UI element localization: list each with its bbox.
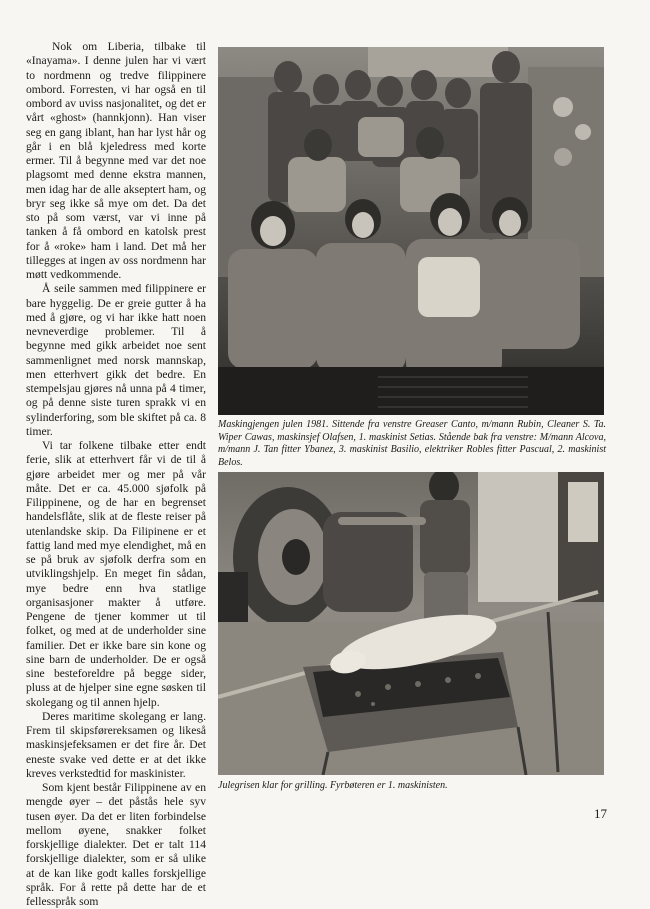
paragraph-4: Deres maritime skolegang er lang. Frem til skipsførereksamen og likeså maskinsjefeksamen er det fire år. Det eneste svake ved dette er at det ikke kreves verkstedtid for maskinister. [26,709,206,780]
article-body [26,40,206,909]
photo2-caption: Julegrisen klar for grilling. Fyrbøteren er 1. maskinisten. [218,780,448,791]
page-number: 17 [594,806,607,821]
paragraph-3: Vi tar folkene tilbake etter endt ferie, slik at etterhvert får vi de til å gjøre arbeidet mer og mer på vår måte. Det er ca. 45.000 sjøfolk på Filippinene, og de har en begrenset handelsflåte, slik at de fleste reiser på utenlandske skip. Da Filipinene er et fattig land med mye elendighet, må en se på bruk av sjøfolk derfra som en utviklingshjelp. En meget fin sådan, mye bedre enn hva statlige organisasjoner makter å utføre. Pengene de tjener kommer ut til folket, og med at de underholder sine familier. Det er ikke bare sin kone og sine barn de underholder. De er også sine besteforeldre på begge sider, pluss at de hjelper sine egne søsken til skolegang og til annen hjelp. [26,439,206,709]
paragraph-5: Som kjent består Filippinene av en mengde øyer – det påstås hele syv tusen øyer. Da det er liten forbindelse mellom øyene, snakker folket forskjellige dialekter. Det er talt 114 forskjellige dialekter, som er så ulike at de kan like godt kalles forskjellige språk. For å rette på dette har de et fellesspråk som [26,781,206,908]
crew-group-photo [218,47,604,415]
roast-pig-photo [218,472,604,775]
paragraph-1: Nok om Liberia, tilbake til «Inayama». I denne julen har vi vært to nordmenn og tredve filippinere ombord. Forresten, vi har også en til ombord av uviss nasjonalitet, og det er vårt «ghost» (hannkjonn). Han viser seg en gang iblant, han har lyst hår og går i en blå kjeledress med korte ermer. Til å begynne med var det noe plagsomt med denne ekstra mannen, men idag har de alle akseptert ham, og bryr seg ikke så mye om det. Da det sto på som værst, var vi inne på tanken å få ombord en katolsk prest for å «roke» ham i land. Det må her tillegges at ingen av oss nordmenn har møtt vedkommende. [26,40,206,281]
paragraph-2: Å seile sammen med filippinere er bare hyggelig. De er greie gutter å ha med å gjøre, og vi har ikke hatt noen nevneverdige problemer. Til å begynne med gikk arbeidet noe sent sammenlignet med norsk mannskap, men etterhvert gikk det bedre. En stempelsjau gjøres nå unna på 4 timer, og på denne siste turen sprakk vi en sylinderforing, som ble skiftet på ca. 8 timer. [26,282,206,438]
photo1-caption: Maskingjengen julen 1981. Sittende fra venstre Greaser Canto, m/mann Rubin, Cleaner S. Ta. Wiper Cawas, maskinsjef Olafsen, 1. maskinist Setias. Stående bak fra venstre: M/mann Alcova, m/mann J. Tan fitter Ybanez, 3. maskinist Basilio, elektriker Robles fitter Pascual, 2. maskinist Belos. [218,419,606,468]
